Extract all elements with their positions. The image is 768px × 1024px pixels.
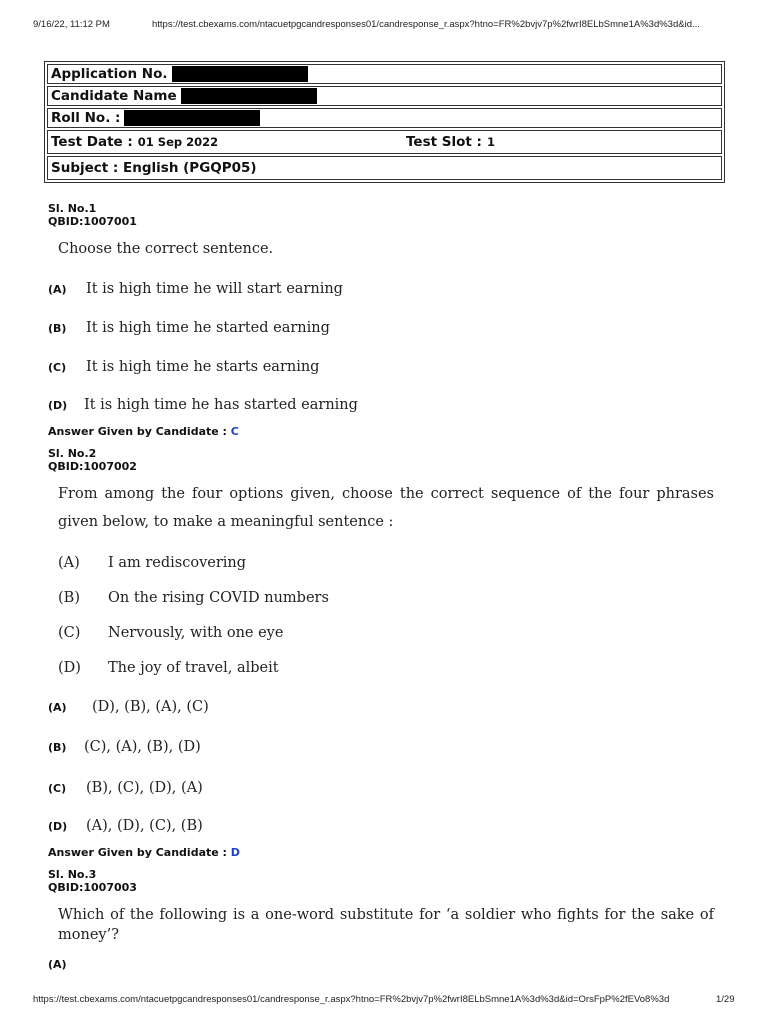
question-1-header	[48, 202, 137, 228]
statement-label: (D)	[58, 660, 81, 676]
subject-row	[47, 156, 722, 180]
option-text: (C), (A), (B), (D)	[84, 739, 201, 755]
candidate-name-row	[47, 86, 722, 106]
option-label: (D)	[48, 399, 68, 412]
question-2-statement-c	[58, 625, 283, 641]
test-slot-label: Test Slot :	[406, 134, 482, 150]
print-header-url: https://test.cbexams.com/ntacuetpgcandresponses01/candresponse_r.aspx?htno=FR%2bvjv7p%2fwrI8ELbSmne1A%3d%3d&id...	[152, 19, 700, 30]
question-1-option-b	[48, 320, 330, 336]
roll-no-row	[47, 108, 722, 128]
question-sl-no: Sl. No.1	[48, 202, 97, 215]
question-1-option-c	[48, 359, 319, 375]
answer-label: Answer Given by Candidate :	[48, 425, 227, 438]
test-date-label: Test Date :	[51, 134, 133, 150]
answer-value: C	[230, 425, 239, 438]
question-3-header	[48, 868, 137, 894]
question-3-option-a	[48, 958, 86, 971]
option-label: (B)	[48, 741, 67, 754]
question-1-text: Choose the correct sentence.	[58, 241, 274, 257]
option-label: (D)	[48, 820, 68, 833]
statement-text: On the rising COVID numbers	[108, 590, 329, 606]
statement-label: (C)	[58, 625, 81, 641]
redaction-block	[172, 66, 308, 82]
option-text: It is high time he will start earning	[86, 281, 343, 297]
option-text: It is high time he started earning	[86, 320, 330, 336]
question-2-option-c	[48, 780, 203, 796]
question-qbid: QBID:1007003	[48, 881, 137, 894]
question-3-text: Which of the following is a one-word substitute for ‘a soldier who fights for the sake of money’?	[58, 907, 714, 943]
statement-text: Nervously, with one eye	[108, 625, 284, 641]
test-slot-value: 1	[486, 135, 495, 149]
question-qbid: QBID:1007001	[48, 215, 137, 228]
statement-text: I am rediscovering	[108, 555, 247, 571]
option-text: It is high time he starts earning	[86, 359, 320, 375]
subject: Subject : English (PGQP05)	[51, 160, 257, 176]
option-text: (A), (D), (C), (B)	[86, 818, 203, 834]
redaction-block	[124, 110, 260, 126]
test-date-row	[47, 130, 722, 154]
print-datetime: 9/16/22, 11:12 PM	[33, 19, 110, 30]
question-2-statement-b	[58, 590, 329, 606]
option-text: It is high time he has started earning	[84, 397, 358, 413]
option-label: (A)	[48, 958, 67, 971]
question-2-statement-d	[58, 660, 279, 676]
redaction-block	[181, 88, 317, 104]
question-2-option-a	[48, 699, 209, 715]
question-1-answer	[48, 425, 239, 438]
option-text: (D), (B), (A), (C)	[92, 699, 209, 715]
question-sl-no: Sl. No.3	[48, 868, 97, 881]
question-sl-no: Sl. No.2	[48, 447, 97, 460]
answer-label: Answer Given by Candidate :	[48, 846, 227, 859]
test-date-value: 01 Sep 2022	[137, 135, 219, 149]
statement-label: (B)	[58, 590, 80, 606]
option-label: (C)	[48, 361, 67, 374]
question-2-option-d	[48, 818, 203, 834]
question-2-option-b	[48, 739, 201, 755]
print-footer-url: https://test.cbexams.com/ntacuetpgcandresponses01/candresponse_r.aspx?htno=FR%2bvjv7p%2fwrI8ELbSmne1A%3d%3d&id=OrsFpP%2fEVo8%3d	[33, 994, 670, 1005]
page-number: 1/29	[716, 994, 735, 1005]
question-qbid: QBID:1007002	[48, 460, 137, 473]
answer-value: D	[230, 846, 240, 859]
candidate-name-label: Candidate Name	[51, 88, 177, 104]
statement-label: (A)	[58, 555, 80, 571]
question-2-text: From among the four options given, choose the correct sequence of the four phrases given below, to make a meaningful sentence :	[58, 486, 714, 530]
question-2-header	[48, 447, 137, 473]
test-slot	[406, 134, 495, 150]
question-2-answer	[48, 846, 240, 859]
option-label: (A)	[48, 283, 67, 296]
application-row	[47, 64, 722, 84]
roll-no-label: Roll No. :	[51, 110, 121, 126]
option-text: (B), (C), (D), (A)	[86, 780, 203, 796]
option-label: (A)	[48, 701, 67, 714]
statement-text: The joy of travel, albeit	[108, 660, 279, 676]
question-1-option-a	[48, 281, 343, 297]
question-1-option-d	[48, 397, 358, 413]
question-2-statement-a	[58, 555, 246, 571]
candidate-info-table	[44, 61, 725, 183]
option-label: (B)	[48, 322, 67, 335]
option-label: (C)	[48, 782, 67, 795]
application-label: Application No.	[51, 66, 168, 82]
